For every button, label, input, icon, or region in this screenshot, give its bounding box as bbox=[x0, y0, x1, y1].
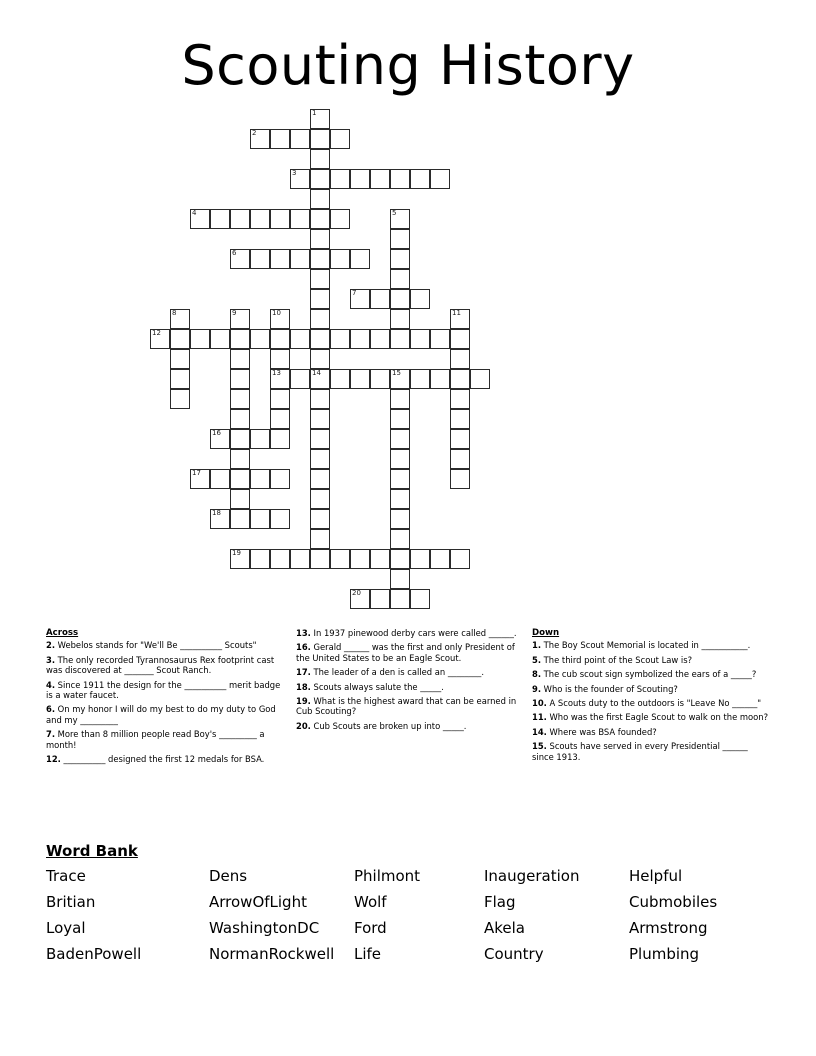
clue-number: 17. bbox=[296, 667, 311, 678]
grid-cell[interactable] bbox=[390, 509, 410, 529]
grid-cell[interactable] bbox=[230, 369, 250, 389]
grid-cell[interactable] bbox=[390, 289, 410, 309]
cell-number: 10 bbox=[272, 309, 281, 317]
word-bank-item: Armstrong bbox=[629, 919, 708, 937]
grid-cell[interactable] bbox=[370, 369, 390, 389]
grid-cell[interactable] bbox=[310, 229, 330, 249]
clue-down-5 bbox=[532, 655, 772, 665]
grid-cell[interactable] bbox=[230, 309, 250, 329]
grid-cell[interactable] bbox=[390, 269, 410, 289]
grid-cell[interactable] bbox=[170, 389, 190, 409]
grid-cell[interactable] bbox=[290, 169, 310, 189]
grid-cell[interactable] bbox=[290, 129, 310, 149]
grid-cell[interactable] bbox=[450, 409, 470, 429]
cell-number: 5 bbox=[392, 209, 397, 217]
grid-cell[interactable] bbox=[390, 449, 410, 469]
clue-across-13 bbox=[296, 628, 524, 638]
grid-cell[interactable] bbox=[310, 449, 330, 469]
word-bank-item: Cubmobiles bbox=[629, 893, 718, 911]
cell-number: 17 bbox=[192, 469, 201, 477]
grid-cell[interactable] bbox=[390, 369, 410, 389]
grid-cell[interactable] bbox=[230, 469, 250, 489]
grid-cell[interactable] bbox=[310, 289, 330, 309]
grid-cell[interactable] bbox=[310, 209, 330, 229]
grid-cell[interactable] bbox=[250, 549, 270, 569]
grid-cell[interactable] bbox=[270, 509, 290, 529]
cell-number: 16 bbox=[212, 429, 221, 437]
grid-cell[interactable] bbox=[210, 209, 230, 229]
clue-text: On my honor I will do my best to do my duty to God and my _________ bbox=[46, 704, 276, 725]
clue-text: The only recorded Tyrannosaurus Rex footprint cast was discovered at _______ Scout Ranch. bbox=[46, 654, 275, 676]
grid-cell[interactable] bbox=[270, 469, 290, 489]
grid-cell[interactable] bbox=[270, 129, 290, 149]
cell-number: 13 bbox=[272, 369, 281, 377]
clue-text: Who was the first Eagle Scout to walk on the moon? bbox=[546, 712, 769, 723]
clue-number: 18. bbox=[296, 681, 311, 692]
grid-cell[interactable] bbox=[390, 469, 410, 489]
word-bank-item: Flag bbox=[484, 893, 516, 911]
grid-cell[interactable] bbox=[310, 429, 330, 449]
clue-number: 19. bbox=[296, 696, 311, 707]
word-bank-item: BadenPowell bbox=[46, 945, 142, 963]
grid-cell[interactable] bbox=[270, 409, 290, 429]
clue-number: 15. bbox=[532, 741, 547, 752]
grid-cell[interactable] bbox=[310, 349, 330, 369]
cell-number: 8 bbox=[172, 309, 177, 317]
grid-cell[interactable] bbox=[270, 369, 290, 389]
grid-cell[interactable] bbox=[270, 429, 290, 449]
clue-down-1 bbox=[532, 640, 772, 650]
grid-cell[interactable] bbox=[310, 249, 330, 269]
cell-number: 14 bbox=[312, 369, 321, 377]
clue-number: 9. bbox=[532, 683, 542, 694]
cell-number: 9 bbox=[232, 309, 237, 317]
grid-cell[interactable] bbox=[430, 549, 450, 569]
grid-cell[interactable] bbox=[170, 329, 190, 349]
word-bank-item: Life bbox=[354, 945, 382, 963]
grid-cell[interactable] bbox=[290, 369, 310, 389]
clue-number: 11. bbox=[532, 712, 547, 723]
clue-across-18 bbox=[296, 682, 524, 692]
clue-text: __________ designed the first 12 medals for BSA. bbox=[60, 754, 265, 765]
cell-number: 20 bbox=[352, 589, 361, 597]
grid-cell[interactable] bbox=[170, 369, 190, 389]
cell-number: 11 bbox=[452, 309, 461, 317]
grid-cell[interactable] bbox=[250, 329, 270, 349]
grid-cell[interactable] bbox=[450, 389, 470, 409]
grid-cell[interactable] bbox=[350, 169, 370, 189]
grid-cell[interactable] bbox=[390, 389, 410, 409]
clue-number: 10. bbox=[532, 698, 547, 709]
grid-cell[interactable] bbox=[250, 209, 270, 229]
grid-cell[interactable] bbox=[310, 469, 330, 489]
clues-down-column bbox=[532, 628, 772, 766]
word-bank-item: Inaugeration bbox=[484, 867, 580, 885]
grid-cell[interactable] bbox=[310, 489, 330, 509]
grid-cell[interactable] bbox=[230, 209, 250, 229]
grid-cell[interactable] bbox=[390, 209, 410, 229]
grid-cell[interactable] bbox=[210, 509, 230, 529]
clue-across-16 bbox=[296, 642, 524, 663]
clue-text: Where was BSA founded? bbox=[546, 726, 657, 737]
word-bank-item: ArrowOfLight bbox=[209, 893, 307, 911]
word-bank-item: WashingtonDC bbox=[209, 919, 320, 937]
cell-number: 1 bbox=[312, 109, 317, 117]
grid-cell[interactable] bbox=[170, 309, 190, 329]
clue-down-8 bbox=[532, 669, 772, 679]
grid-cell[interactable] bbox=[350, 369, 370, 389]
grid-cell[interactable] bbox=[270, 329, 290, 349]
grid-cell[interactable] bbox=[310, 169, 330, 189]
grid-cell[interactable] bbox=[190, 469, 210, 489]
grid-cell[interactable] bbox=[430, 369, 450, 389]
grid-cell[interactable] bbox=[230, 449, 250, 469]
cell-number: 12 bbox=[152, 329, 161, 337]
grid-cell[interactable] bbox=[390, 249, 410, 269]
clue-across-2 bbox=[46, 640, 284, 650]
grid-cell[interactable] bbox=[450, 309, 470, 329]
grid-cell[interactable] bbox=[310, 129, 330, 149]
clue-number: 8. bbox=[532, 669, 542, 680]
grid-cell[interactable] bbox=[350, 549, 370, 569]
word-bank-item: Dens bbox=[209, 867, 248, 885]
grid-cell[interactable] bbox=[290, 329, 310, 349]
clue-text: Gerald ______ was the first and only President of the United States to be an Eagle Scout. bbox=[296, 642, 515, 663]
grid-cell[interactable] bbox=[390, 569, 410, 589]
grid-cell[interactable] bbox=[250, 129, 270, 149]
clue-across-3 bbox=[46, 655, 284, 676]
grid-cell[interactable] bbox=[450, 449, 470, 469]
clue-text: Cub Scouts are broken up into _____. bbox=[310, 720, 467, 731]
grid-cell[interactable] bbox=[270, 249, 290, 269]
grid-cell[interactable] bbox=[350, 329, 370, 349]
grid-cell[interactable] bbox=[410, 369, 430, 389]
grid-cell[interactable] bbox=[270, 549, 290, 569]
grid-cell[interactable] bbox=[310, 309, 330, 329]
grid-cell[interactable] bbox=[330, 209, 350, 229]
clue-text: In 1937 pinewood derby cars were called ______. bbox=[310, 628, 517, 638]
grid-cell[interactable] bbox=[150, 329, 170, 349]
word-bank-heading: Word Bank bbox=[46, 842, 138, 860]
clue-across-17 bbox=[296, 667, 524, 677]
grid-cell[interactable] bbox=[230, 489, 250, 509]
grid-cell[interactable] bbox=[270, 209, 290, 229]
grid-cell[interactable] bbox=[290, 549, 310, 569]
word-bank-item: Wolf bbox=[354, 893, 387, 911]
grid-cell[interactable] bbox=[450, 349, 470, 369]
clue-number: 20. bbox=[296, 720, 311, 731]
word-bank-item: Ford bbox=[354, 919, 387, 937]
clue-number: 2. bbox=[46, 640, 56, 651]
grid-cell[interactable] bbox=[190, 209, 210, 229]
grid-cell[interactable] bbox=[370, 169, 390, 189]
grid-cell[interactable] bbox=[410, 589, 430, 609]
clue-across-20 bbox=[296, 721, 524, 731]
across-heading: Across bbox=[46, 628, 79, 638]
clue-text: Scouts always salute the _____. bbox=[310, 681, 444, 692]
grid-cell[interactable] bbox=[250, 249, 270, 269]
clue-text: The cub scout sign symbolized the ears of a _____? bbox=[541, 669, 757, 680]
clue-number: 13. bbox=[296, 628, 311, 638]
clue-text: Webelos stands for "We'll Be __________ Scouts" bbox=[55, 640, 257, 651]
grid-cell[interactable] bbox=[330, 549, 350, 569]
grid-cell[interactable] bbox=[310, 149, 330, 169]
grid-cell[interactable] bbox=[310, 269, 330, 289]
grid-cell[interactable] bbox=[170, 349, 190, 369]
clue-text: Since 1911 the design for the __________ merit badge is a water faucet. bbox=[46, 679, 281, 701]
grid-cell[interactable] bbox=[390, 329, 410, 349]
clue-across-12 bbox=[46, 754, 284, 764]
grid-cell[interactable] bbox=[410, 549, 430, 569]
grid-cell[interactable] bbox=[290, 209, 310, 229]
clue-down-10 bbox=[532, 698, 772, 708]
grid-cell[interactable] bbox=[350, 249, 370, 269]
grid-cell[interactable] bbox=[430, 169, 450, 189]
clue-text: The leader of a den is called an ________. bbox=[310, 667, 485, 678]
grid-cell[interactable] bbox=[450, 369, 470, 389]
grid-cell[interactable] bbox=[350, 289, 370, 309]
cell-number: 4 bbox=[192, 209, 197, 217]
clue-number: 16. bbox=[296, 642, 311, 653]
word-bank-item: Philmont bbox=[354, 867, 421, 885]
clue-across-6 bbox=[46, 704, 284, 725]
grid-cell[interactable] bbox=[330, 129, 350, 149]
clue-text: Scouts have served in every Presidential ______ since 1913. bbox=[532, 741, 748, 762]
word-bank-item: Plumbing bbox=[629, 945, 700, 963]
grid-cell[interactable] bbox=[230, 389, 250, 409]
word-bank-item: Helpful bbox=[629, 867, 683, 885]
grid-cell[interactable] bbox=[230, 429, 250, 449]
cell-number: 3 bbox=[292, 169, 297, 177]
word-bank-item: Trace bbox=[46, 867, 86, 885]
grid-cell[interactable] bbox=[290, 249, 310, 269]
grid-cell[interactable] bbox=[390, 489, 410, 509]
clue-across-7 bbox=[46, 729, 284, 750]
clue-down-14 bbox=[532, 727, 772, 737]
grid-cell[interactable] bbox=[210, 429, 230, 449]
word-bank-item: Britian bbox=[46, 893, 96, 911]
grid-cell[interactable] bbox=[310, 529, 330, 549]
grid-cell[interactable] bbox=[310, 369, 330, 389]
grid-cell[interactable] bbox=[390, 429, 410, 449]
grid-cell[interactable] bbox=[390, 229, 410, 249]
word-bank-item: NormanRockwell bbox=[209, 945, 335, 963]
clues-across-column bbox=[46, 628, 284, 768]
cell-number: 7 bbox=[352, 289, 357, 297]
grid-cell[interactable] bbox=[350, 589, 370, 609]
grid-cell[interactable] bbox=[390, 309, 410, 329]
grid-cell[interactable] bbox=[410, 289, 430, 309]
grid-cell[interactable] bbox=[230, 509, 250, 529]
grid-cell[interactable] bbox=[230, 549, 250, 569]
grid-cell[interactable] bbox=[390, 549, 410, 569]
grid-cell[interactable] bbox=[190, 329, 210, 349]
grid-cell[interactable] bbox=[230, 409, 250, 429]
grid-cell[interactable] bbox=[330, 169, 350, 189]
clue-down-15 bbox=[532, 741, 772, 762]
grid-cell[interactable] bbox=[450, 429, 470, 449]
clue-text: What is the highest award that can be earned in Cub Scouting? bbox=[296, 696, 517, 717]
grid-cell[interactable] bbox=[410, 169, 430, 189]
grid-cell[interactable] bbox=[430, 329, 450, 349]
grid-cell[interactable] bbox=[450, 329, 470, 349]
clue-text: The Boy Scout Memorial is located in ___________. bbox=[541, 640, 751, 651]
grid-cell[interactable] bbox=[310, 189, 330, 209]
clue-text: The third point of the Scout Law is? bbox=[541, 654, 693, 665]
grid-cell[interactable] bbox=[270, 309, 290, 329]
clue-down-9 bbox=[532, 684, 772, 694]
grid-cell[interactable] bbox=[450, 549, 470, 569]
grid-cell[interactable] bbox=[370, 289, 390, 309]
clue-number: 3. bbox=[46, 654, 56, 665]
grid-cell[interactable] bbox=[270, 349, 290, 369]
clue-across-19 bbox=[296, 696, 524, 717]
grid-cell[interactable] bbox=[390, 169, 410, 189]
word-bank-item: Loyal bbox=[46, 919, 86, 937]
cell-number: 6 bbox=[232, 249, 237, 257]
grid-cell[interactable] bbox=[370, 329, 390, 349]
clues-across-column-2 bbox=[296, 628, 524, 735]
grid-cell[interactable] bbox=[310, 109, 330, 129]
grid-cell[interactable] bbox=[470, 369, 490, 389]
word-bank bbox=[46, 842, 776, 965]
cell-number: 15 bbox=[392, 369, 401, 377]
grid-cell[interactable] bbox=[410, 329, 430, 349]
clue-number: 5. bbox=[532, 654, 542, 665]
grid-cell[interactable] bbox=[250, 429, 270, 449]
grid-cell[interactable] bbox=[230, 249, 250, 269]
grid-cell[interactable] bbox=[310, 329, 330, 349]
grid-cell[interactable] bbox=[390, 409, 410, 429]
grid-cell[interactable] bbox=[270, 389, 290, 409]
clue-text: Who is the founder of Scouting? bbox=[541, 683, 678, 694]
clue-number: 12. bbox=[46, 754, 61, 765]
cell-number: 2 bbox=[252, 129, 257, 137]
clue-number: 14. bbox=[532, 726, 547, 737]
cell-number: 19 bbox=[232, 549, 241, 557]
grid-cell[interactable] bbox=[330, 369, 350, 389]
grid-cell[interactable] bbox=[250, 509, 270, 529]
grid-cell[interactable] bbox=[390, 529, 410, 549]
grid-cell[interactable] bbox=[210, 329, 230, 349]
word-bank-item: Akela bbox=[484, 919, 526, 937]
down-heading: Down bbox=[532, 628, 560, 638]
grid-cell[interactable] bbox=[230, 349, 250, 369]
cell-number: 18 bbox=[212, 509, 221, 517]
grid-cell[interactable] bbox=[310, 389, 330, 409]
word-bank-grid bbox=[46, 865, 776, 965]
grid-cell[interactable] bbox=[230, 329, 250, 349]
grid-cell[interactable] bbox=[330, 249, 350, 269]
clue-text: A Scouts duty to the outdoors is "Leave No ______" bbox=[546, 698, 762, 709]
grid-cell[interactable] bbox=[330, 329, 350, 349]
grid-cell[interactable] bbox=[370, 549, 390, 569]
clue-number: 6. bbox=[46, 704, 56, 715]
grid-cell[interactable] bbox=[310, 509, 330, 529]
clue-across-4 bbox=[46, 680, 284, 701]
clue-number: 1. bbox=[532, 640, 542, 651]
grid-cell[interactable] bbox=[450, 469, 470, 489]
clue-down-11 bbox=[532, 712, 772, 722]
grid-cell[interactable] bbox=[250, 469, 270, 489]
grid-cell[interactable] bbox=[310, 409, 330, 429]
grid-cell[interactable] bbox=[390, 589, 410, 609]
clue-text: More than 8 million people read Boy's _________ a month! bbox=[46, 729, 265, 750]
grid-cell[interactable] bbox=[310, 549, 330, 569]
clue-number: 4. bbox=[46, 679, 56, 690]
grid-cell[interactable] bbox=[370, 589, 390, 609]
clue-number: 7. bbox=[46, 729, 56, 740]
page-title: Scouting History bbox=[181, 34, 635, 97]
grid-cell[interactable] bbox=[210, 469, 230, 489]
word-bank-item: Country bbox=[484, 945, 544, 963]
